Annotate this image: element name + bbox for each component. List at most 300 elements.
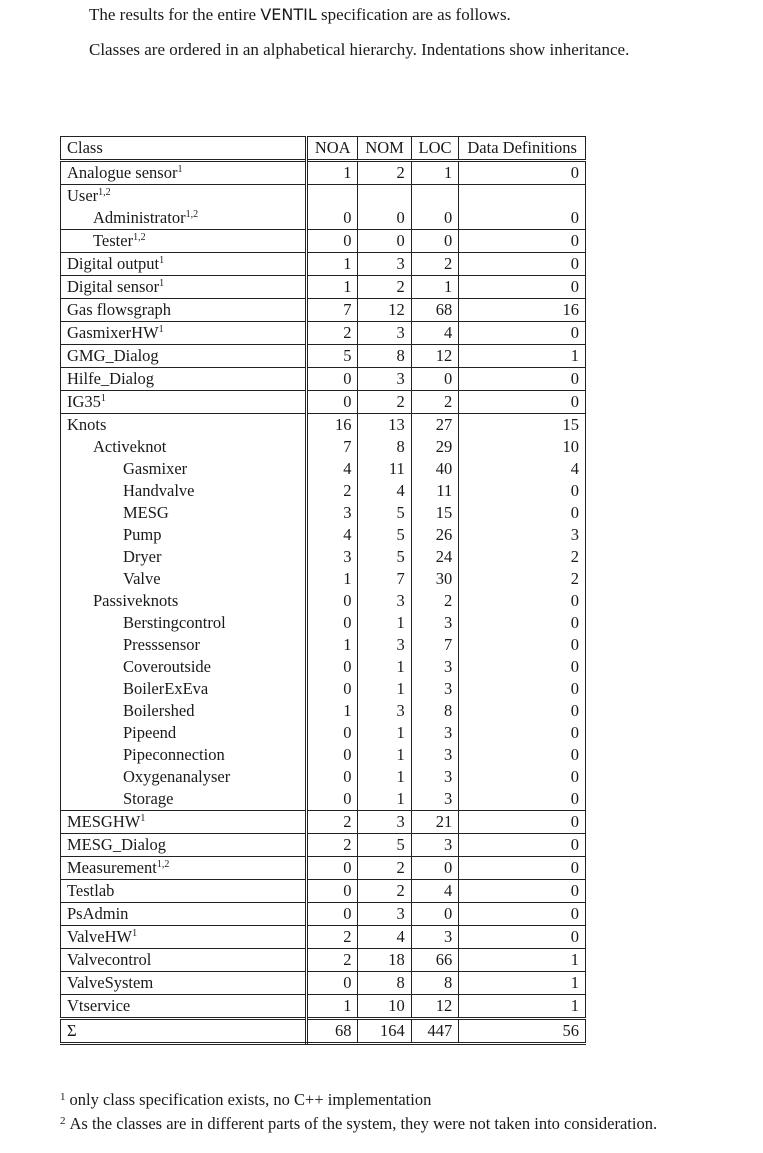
class-name: Pipeend (123, 723, 177, 742)
noa-cell: 7 (307, 299, 358, 322)
nom-cell: 2 (358, 276, 411, 299)
noa-cell: 1 (307, 161, 358, 185)
class-name: Valvecontrol (67, 950, 152, 969)
noa-cell: 3 (307, 546, 358, 568)
table-row (61, 700, 586, 722)
data-definitions-cell: 0 (459, 857, 586, 880)
table-row (61, 926, 586, 949)
loc-cell: 15 (411, 502, 459, 524)
noa-cell: 1 (307, 995, 358, 1019)
loc-cell: 2 (411, 391, 459, 414)
loc-cell: 8 (411, 972, 459, 995)
class-cell (61, 811, 307, 834)
noa-cell: 0 (307, 766, 358, 788)
table-row (61, 656, 586, 678)
table-row (61, 436, 586, 458)
table-header-row (61, 137, 586, 161)
loc-cell: 26 (411, 524, 459, 546)
table-row (61, 524, 586, 546)
class-cell (61, 230, 307, 253)
noa-cell (307, 185, 358, 208)
class-name: GasmixerHW (67, 323, 159, 342)
class-cell (61, 436, 307, 458)
table-row (61, 207, 586, 230)
nom-cell: 3 (358, 368, 411, 391)
footnote-ref: 1 (158, 324, 164, 335)
table-row (61, 480, 586, 502)
noa-cell: 0 (307, 788, 358, 811)
noa-cell: 4 (307, 458, 358, 480)
class-cell (61, 414, 307, 437)
loc-cell: 0 (411, 368, 459, 391)
table-row (61, 612, 586, 634)
loc-cell: 24 (411, 546, 459, 568)
noa-cell: 1 (307, 253, 358, 276)
total-noa: 68 (307, 1019, 358, 1044)
nom-cell (358, 185, 411, 208)
class-name: Pipeconnection (123, 745, 225, 764)
nom-cell: 3 (358, 634, 411, 656)
loc-cell: 3 (411, 766, 459, 788)
data-definitions-cell: 0 (459, 276, 586, 299)
footnote-ref: 1 (140, 813, 146, 824)
table-row (61, 368, 586, 391)
table-row (61, 276, 586, 299)
nom-cell: 2 (358, 857, 411, 880)
data-definitions-cell: 0 (459, 253, 586, 276)
class-cell (61, 949, 307, 972)
loc-cell: 3 (411, 926, 459, 949)
loc-cell: 2 (411, 253, 459, 276)
loc-cell: 0 (411, 207, 459, 230)
class-name: Handvalve (123, 481, 195, 500)
class-cell (61, 524, 307, 546)
class-cell (61, 995, 307, 1019)
data-definitions-cell: 10 (459, 436, 586, 458)
table-row (61, 766, 586, 788)
data-definitions-cell: 0 (459, 880, 586, 903)
intro-line-1 (89, 5, 511, 25)
loc-cell: 1 (411, 276, 459, 299)
noa-cell: 0 (307, 207, 358, 230)
table-row (61, 903, 586, 926)
header-data-definitions: Data Definitions (459, 137, 586, 161)
header-noa: NOA (307, 137, 358, 161)
noa-cell: 3 (307, 502, 358, 524)
nom-cell: 18 (358, 949, 411, 972)
footnote-ref: 1,2 (185, 209, 199, 220)
class-cell (61, 788, 307, 811)
nom-cell: 1 (358, 678, 411, 700)
nom-cell: 2 (358, 391, 411, 414)
loc-cell: 3 (411, 678, 459, 700)
footnotes (60, 1085, 657, 1133)
loc-cell: 0 (411, 857, 459, 880)
data-definitions-cell: 0 (459, 903, 586, 926)
noa-cell: 2 (307, 811, 358, 834)
nom-cell: 1 (358, 722, 411, 744)
class-cell (61, 458, 307, 480)
table-row (61, 634, 586, 656)
loc-cell: 12 (411, 995, 459, 1019)
header-class: Class (61, 137, 307, 161)
noa-cell: 0 (307, 612, 358, 634)
class-cell (61, 926, 307, 949)
class-name: User (67, 186, 99, 205)
data-definitions-cell: 0 (459, 700, 586, 722)
nom-cell: 5 (358, 546, 411, 568)
class-name: Gasmixer (123, 459, 188, 478)
loc-cell: 0 (411, 230, 459, 253)
loc-cell: 29 (411, 436, 459, 458)
nom-cell: 5 (358, 524, 411, 546)
class-cell (61, 700, 307, 722)
footnote-1 (60, 1085, 657, 1109)
data-definitions-cell: 3 (459, 524, 586, 546)
nom-cell: 1 (358, 788, 411, 811)
noa-cell: 1 (307, 634, 358, 656)
class-name: Knots (67, 415, 107, 434)
data-definitions-cell: 0 (459, 722, 586, 744)
class-cell (61, 546, 307, 568)
data-definitions-cell: 1 (459, 949, 586, 972)
data-definitions-cell: 16 (459, 299, 586, 322)
table-row (61, 995, 586, 1019)
noa-cell: 0 (307, 744, 358, 766)
loc-cell: 11 (411, 480, 459, 502)
class-cell (61, 299, 307, 322)
nom-cell: 11 (358, 458, 411, 480)
class-name: Digital sensor (67, 277, 160, 296)
footnote-ref: 1 (100, 393, 106, 404)
footnote-mark: 2 (60, 1115, 66, 1127)
class-cell (61, 972, 307, 995)
loc-cell: 8 (411, 700, 459, 722)
loc-cell: 4 (411, 880, 459, 903)
class-name: Activeknot (93, 437, 167, 456)
table-row (61, 414, 586, 437)
data-definitions-cell (459, 185, 586, 208)
loc-cell: 7 (411, 634, 459, 656)
noa-cell: 4 (307, 524, 358, 546)
loc-cell: 30 (411, 568, 459, 590)
total-loc: 447 (411, 1019, 459, 1044)
class-name: ValveHW (67, 927, 133, 946)
noa-cell: 0 (307, 230, 358, 253)
data-definitions-cell: 0 (459, 322, 586, 345)
data-definitions-cell: 0 (459, 368, 586, 391)
data-definitions-cell: 2 (459, 546, 586, 568)
table-row (61, 230, 586, 253)
nom-cell: 3 (358, 590, 411, 612)
class-name: Gas flowsgraph (67, 300, 172, 319)
class-cell (61, 368, 307, 391)
class-name: MESG (123, 503, 169, 522)
noa-cell: 5 (307, 345, 358, 368)
loc-cell: 3 (411, 788, 459, 811)
noa-cell: 0 (307, 391, 358, 414)
nom-cell: 12 (358, 299, 411, 322)
class-name: Oxygenanalyser (123, 767, 231, 786)
data-definitions-cell: 0 (459, 207, 586, 230)
table-row (61, 546, 586, 568)
data-definitions-cell: 0 (459, 926, 586, 949)
nom-cell: 0 (358, 207, 411, 230)
class-name: Pump (123, 525, 162, 544)
noa-cell: 0 (307, 903, 358, 926)
footnote-ref: 1 (132, 928, 138, 939)
class-name: MESGHW (67, 812, 141, 831)
nom-cell: 5 (358, 834, 411, 857)
class-cell (61, 161, 307, 185)
table-row (61, 568, 586, 590)
nom-cell: 0 (358, 230, 411, 253)
noa-cell: 2 (307, 834, 358, 857)
loc-cell: 3 (411, 744, 459, 766)
class-name: Measurement (67, 858, 157, 877)
noa-cell: 0 (307, 590, 358, 612)
data-definitions-cell: 0 (459, 656, 586, 678)
table-row (61, 161, 586, 185)
table-row (61, 834, 586, 857)
nom-cell: 1 (358, 766, 411, 788)
table-row (61, 502, 586, 524)
noa-cell: 0 (307, 722, 358, 744)
data-definitions-cell: 0 (459, 634, 586, 656)
nom-cell: 8 (358, 436, 411, 458)
class-name: Valve (123, 569, 161, 588)
noa-cell: 0 (307, 678, 358, 700)
footnote-ref: 1,2 (156, 859, 170, 870)
nom-cell: 2 (358, 880, 411, 903)
table-row (61, 345, 586, 368)
data-definitions-cell: 0 (459, 834, 586, 857)
data-definitions-cell: 0 (459, 788, 586, 811)
table-row (61, 458, 586, 480)
noa-cell: 2 (307, 949, 358, 972)
loc-cell: 66 (411, 949, 459, 972)
data-definitions-cell: 0 (459, 612, 586, 634)
loc-cell: 40 (411, 458, 459, 480)
class-cell (61, 612, 307, 634)
nom-cell: 3 (358, 903, 411, 926)
nom-cell: 3 (358, 811, 411, 834)
nom-cell: 3 (358, 322, 411, 345)
loc-cell: 12 (411, 345, 459, 368)
footnote-text: As the classes are in different parts of the system, they were not taken into consideration. (69, 1114, 658, 1133)
intro-line-2: Classes are ordered in an alphabetical hierarchy. Indentations show inheritance. (89, 40, 630, 59)
class-name: Dryer (123, 547, 162, 566)
footnote-ref: 1 (159, 278, 165, 289)
class-cell (61, 391, 307, 414)
data-definitions-cell: 1 (459, 972, 586, 995)
nom-cell: 1 (358, 612, 411, 634)
data-definitions-cell: 1 (459, 995, 586, 1019)
noa-cell: 0 (307, 972, 358, 995)
noa-cell: 7 (307, 436, 358, 458)
class-name: Administrator (93, 208, 186, 227)
nom-cell: 2 (358, 161, 411, 185)
loc-cell: 1 (411, 161, 459, 185)
nom-cell: 5 (358, 502, 411, 524)
nom-cell: 8 (358, 345, 411, 368)
table-body (61, 161, 586, 1019)
noa-cell: 1 (307, 700, 358, 722)
header-loc: LOC (411, 137, 459, 161)
loc-cell: 68 (411, 299, 459, 322)
table-row (61, 299, 586, 322)
class-cell (61, 903, 307, 926)
class-cell (61, 568, 307, 590)
nom-cell: 1 (358, 744, 411, 766)
class-cell (61, 185, 307, 208)
class-name: GMG_Dialog (67, 346, 159, 365)
total-row (61, 1019, 586, 1044)
class-cell (61, 722, 307, 744)
class-cell (61, 207, 307, 230)
table-row (61, 722, 586, 744)
class-name: Passiveknots (93, 591, 179, 610)
data-definitions-cell: 4 (459, 458, 586, 480)
noa-cell: 2 (307, 926, 358, 949)
table-row (61, 590, 586, 612)
data-definitions-cell: 2 (459, 568, 586, 590)
loc-cell: 4 (411, 322, 459, 345)
class-cell (61, 502, 307, 524)
class-name: MESG_Dialog (67, 835, 166, 854)
class-name: Berstingcontrol (123, 613, 226, 632)
class-cell (61, 276, 307, 299)
data-definitions-cell: 0 (459, 590, 586, 612)
data-definitions-cell: 0 (459, 480, 586, 502)
table-row (61, 322, 586, 345)
total-data-definitions: 56 (459, 1019, 586, 1044)
data-definitions-cell: 1 (459, 345, 586, 368)
loc-cell: 3 (411, 834, 459, 857)
table-row (61, 949, 586, 972)
nom-cell: 7 (358, 568, 411, 590)
noa-cell: 0 (307, 368, 358, 391)
class-name: Testlab (67, 881, 115, 900)
nom-cell: 3 (358, 700, 411, 722)
table-row (61, 391, 586, 414)
loc-cell: 3 (411, 656, 459, 678)
intro-line-1-pre: The results for the entire (89, 5, 257, 24)
footnote-ref: 1 (177, 164, 183, 175)
class-name: PsAdmin (67, 904, 129, 923)
class-cell (61, 678, 307, 700)
footnote-ref: 1 (159, 255, 165, 266)
table-row (61, 880, 586, 903)
loc-cell: 2 (411, 590, 459, 612)
data-definitions-cell: 0 (459, 811, 586, 834)
class-name: Hilfe_Dialog (67, 369, 155, 388)
footnote-ref: 1,2 (133, 232, 146, 243)
loc-cell: 3 (411, 612, 459, 634)
noa-cell: 2 (307, 322, 358, 345)
loc-cell (411, 185, 459, 208)
total-label: Σ (61, 1019, 307, 1044)
data-definitions-cell: 0 (459, 766, 586, 788)
table-row (61, 744, 586, 766)
footnote-2 (60, 1109, 657, 1133)
class-name: Digital output (67, 254, 160, 273)
class-name: Analogue sensor (67, 163, 178, 182)
class-name: ValveSystem (67, 973, 154, 992)
data-definitions-cell: 0 (459, 744, 586, 766)
noa-cell: 0 (307, 880, 358, 903)
class-cell (61, 590, 307, 612)
class-cell (61, 766, 307, 788)
table-row (61, 857, 586, 880)
nom-cell: 1 (358, 656, 411, 678)
spec-name: VENTIL (260, 5, 317, 24)
intro-line-1-post: specification are as follows. (321, 5, 511, 24)
loc-cell: 27 (411, 414, 459, 437)
class-cell (61, 345, 307, 368)
data-definitions-cell: 0 (459, 391, 586, 414)
results-table (60, 136, 586, 1045)
table-row (61, 185, 586, 208)
nom-cell: 3 (358, 253, 411, 276)
table-row (61, 788, 586, 811)
loc-cell: 3 (411, 722, 459, 744)
loc-cell: 0 (411, 903, 459, 926)
noa-cell: 2 (307, 480, 358, 502)
class-name: Boilershed (123, 701, 195, 720)
class-cell (61, 880, 307, 903)
data-definitions-cell: 0 (459, 502, 586, 524)
noa-cell: 1 (307, 568, 358, 590)
header-nom: NOM (358, 137, 411, 161)
table-row (61, 972, 586, 995)
class-cell (61, 834, 307, 857)
class-name: Presssensor (123, 635, 200, 654)
noa-cell: 0 (307, 656, 358, 678)
data-definitions-cell: 0 (459, 230, 586, 253)
noa-cell: 0 (307, 857, 358, 880)
class-name: BoilerExEva (123, 679, 209, 698)
footnote-ref: 1,2 (98, 187, 111, 198)
total-nom: 164 (358, 1019, 411, 1044)
nom-cell: 10 (358, 995, 411, 1019)
class-name: Coveroutside (123, 657, 211, 676)
noa-cell: 1 (307, 276, 358, 299)
class-name: Vtservice (67, 996, 131, 1015)
class-cell (61, 322, 307, 345)
footnote-text: only class specification exists, no C++ implementation (69, 1090, 432, 1109)
class-name: Storage (123, 789, 174, 808)
table-row (61, 253, 586, 276)
data-definitions-cell: 0 (459, 678, 586, 700)
class-cell (61, 634, 307, 656)
class-cell (61, 656, 307, 678)
class-name: IG35 (67, 392, 101, 411)
nom-cell: 4 (358, 926, 411, 949)
class-cell (61, 857, 307, 880)
nom-cell: 13 (358, 414, 411, 437)
class-cell (61, 253, 307, 276)
class-name: Tester (93, 231, 134, 250)
class-cell (61, 744, 307, 766)
table-row (61, 811, 586, 834)
nom-cell: 8 (358, 972, 411, 995)
loc-cell: 21 (411, 811, 459, 834)
data-definitions-cell: 0 (459, 161, 586, 185)
footnote-mark: 1 (60, 1091, 66, 1103)
nom-cell: 4 (358, 480, 411, 502)
noa-cell: 16 (307, 414, 358, 437)
